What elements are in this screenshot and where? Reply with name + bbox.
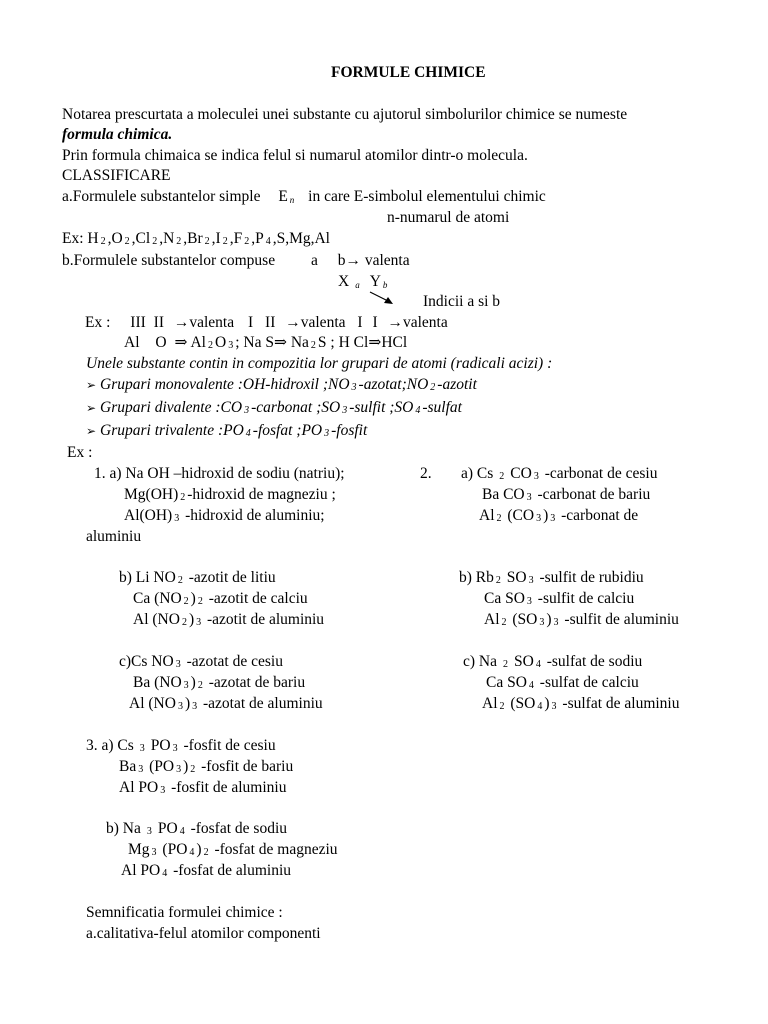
simple-substances-line: a.Formulele substantelor simple E n in care E-simbolul elementului chimic bbox=[62, 188, 546, 205]
intro-line-2: Prin formula chimaica se indica felul si numarul atomilor dintr-o molecula. bbox=[62, 147, 528, 164]
simple-substances-desc-2: n-numarul de atomi bbox=[387, 209, 510, 226]
valence-examples-row: Ex : III II →valenta I II →valenta I I →valenta bbox=[85, 314, 448, 331]
valence-formulas-row: Al O ⇒ Al 2 O 3 ; Na S⇒ Na 2 S ; H Cl⇒HCl bbox=[124, 334, 408, 351]
ex-lino2: b) Li NO 2 -azotit de litiu bbox=[119, 569, 276, 586]
group-divalent: ➢ Grupari divalente :CO 3 -carbonat ;SO 3 -sulfit ;SO 4 -sulfat bbox=[86, 399, 462, 416]
page-title: FORMULE CHIMICE bbox=[331, 64, 486, 81]
ex2-baco3: Ba CO 3 -carbonat de bariu bbox=[482, 486, 651, 503]
ex-caso3: Ca SO 3 -sulfit de calciu bbox=[484, 590, 635, 607]
ex-alno33: Al (NO 3 ) 3 -azotat de aluminiu bbox=[129, 695, 323, 712]
ex-rb2so3: b) Rb 2 SO 3 -sulfit de rubidiu bbox=[459, 569, 644, 586]
ex2-al2co33: Al 2 (CO 3 ) 3 -carbonat de bbox=[479, 507, 639, 524]
ex3-alpo3: Al PO 3 -fosfit de aluminiu bbox=[119, 779, 287, 796]
ex-csno3: c)Cs NO 3 -azotat de cesiu bbox=[119, 653, 283, 670]
meaning-a: a.calitativa-felul atomilor componenti bbox=[86, 925, 321, 942]
ex-na2so4: c) Na 2 SO 4 -sulfat de sodiu bbox=[463, 653, 643, 670]
indices-label: Indicii a si b bbox=[423, 293, 501, 310]
meaning-heading: Semnificatia formulei chimice : bbox=[86, 904, 283, 921]
ex3-na3po4: b) Na 3 PO 4 -fosfat de sodiu bbox=[106, 820, 287, 837]
group-trivalent: ➢ Grupari trivalente :PO 4 -fosfat ;PO 3 -fosfit bbox=[86, 422, 368, 439]
ex1-aloh: Al(OH) 3 -hidroxid de aluminiu; bbox=[124, 507, 325, 524]
compound-substances-line: b.Formulele substantelor compuse a b→ valenta bbox=[62, 252, 410, 269]
ex-alno23: Al (NO 2 ) 3 -azotit de aluminiu bbox=[133, 611, 325, 628]
ex-al2so43: Al 2 (SO 4 ) 3 -sulfat de aluminiu bbox=[482, 695, 680, 712]
ex3-mg3po42: Mg 3 (PO 4 ) 2 -fosfat de magneziu bbox=[128, 841, 338, 858]
ex-bano32: Ba (NO 3 ) 2 -azotat de bariu bbox=[133, 674, 306, 691]
group-monovalent: ➢ Grupari monovalente :OH-hidroxil ;NO 3 -azotat;NO 2 -azotit bbox=[86, 376, 477, 393]
ex2-cs2co3: a) Cs 2 CO 3 -carbonat de cesiu bbox=[461, 465, 658, 482]
ex-cano22: Ca (NO 2 ) 2 -azotit de calciu bbox=[133, 590, 308, 607]
arrow-icon: → bbox=[345, 252, 361, 269]
classification-heading: CLASSIFICARE bbox=[62, 167, 171, 184]
xy-formula: Xa Y b bbox=[338, 273, 388, 290]
ex-caso4: Ca SO 4 -sulfat de calciu bbox=[486, 674, 639, 691]
ex2-aluminiu-wrap: aluminiu bbox=[86, 528, 142, 545]
ex1-mgoh: Mg(OH) 2 -hidroxid de magneziu ; bbox=[124, 486, 336, 503]
intro-line-1: Notarea prescurtata a moleculei unei substante cu ajutorul simbolurilor chimice se numeste bbox=[62, 106, 628, 123]
intro-term: formula chimica. bbox=[62, 126, 173, 143]
simple-examples: Ex: H 2 ,O 2 ,Cl 2 ,N 2 ,Br 2 ,I 2 ,F 2 ,P 4 ,S,Mg,Al bbox=[62, 230, 330, 247]
ex-al2so33: Al 2 (SO 3 ) 3 -sulfit de aluminiu bbox=[484, 611, 679, 628]
ex1-naoh: 1. a) Na OH –hidroxid de sodiu (natriu); bbox=[94, 465, 345, 482]
pointer-arrow-icon bbox=[368, 290, 396, 308]
ex3-alpo4: Al PO 4 -fosfat de aluminiu bbox=[121, 862, 292, 879]
groups-intro: Unele substante contin in compozitia lor grupari de atomi (radicali acizi) : bbox=[86, 355, 553, 372]
ex3-cs3po3: 3. a) Cs 3 PO 3 -fosfit de cesiu bbox=[86, 737, 276, 754]
ex2-number: 2. bbox=[420, 465, 432, 482]
ex3-ba3po32: Ba 3 (PO 3 ) 2 -fosfit de bariu bbox=[119, 758, 294, 775]
examples-label: Ex : bbox=[67, 444, 93, 461]
